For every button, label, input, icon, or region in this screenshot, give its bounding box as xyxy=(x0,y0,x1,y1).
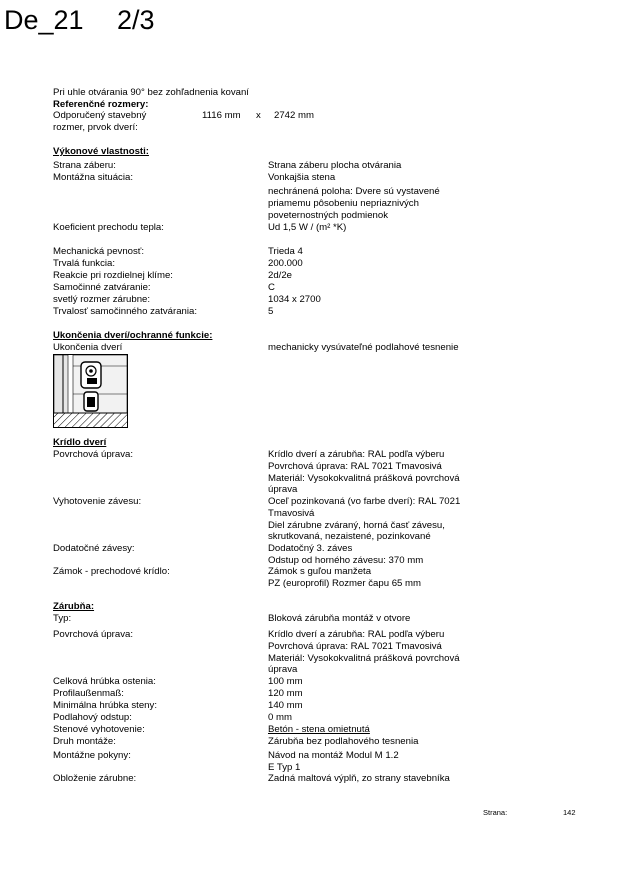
row-value: C xyxy=(268,282,275,293)
document-code: De_21 xyxy=(4,5,84,35)
row-value: Krídlo dverí a zárubňa: RAL podľa výberu Povrchová úprava: RAL 7021 Tmavosivá Materiál: Vysokokvalitná prášková povrchová úprava xyxy=(268,449,460,496)
reference-label-line2: rozmer, prvok dverí: xyxy=(53,122,138,133)
row-label: svetlý rozmer zárubne: xyxy=(53,294,151,305)
page-number: 142 xyxy=(563,808,576,817)
row-label: Montážne pokyny: xyxy=(53,750,131,761)
row-label: Mechanická pevnosť: xyxy=(53,246,145,257)
floor-seal-drawing-icon xyxy=(53,354,128,428)
row-label: Minimálna hrúbka steny: xyxy=(53,700,157,711)
reference-times: x xyxy=(256,110,261,121)
row-label: Koeficient prechodu tepla: xyxy=(53,222,164,233)
row-value: 100 mm xyxy=(268,676,303,687)
row-label: Samočinné zatváranie: xyxy=(53,282,151,293)
row-value: 140 mm xyxy=(268,700,303,711)
row-value: nechránená poloha: Dvere sú vystavené priamemu pôsobeniu nepriaznivých poveternostných podmienok xyxy=(268,186,440,221)
row-value: Vonkajšia stena xyxy=(268,172,336,183)
row-label: Typ: xyxy=(53,613,72,624)
row-value: 5 xyxy=(268,306,274,317)
reference-width: 1116 mm xyxy=(202,110,241,121)
row-label: Vyhotovenie závesu: xyxy=(53,496,142,507)
row-value: Zadná maltová výplň, zo strany stavebníka xyxy=(268,773,450,784)
row-value: Ud 1,5 W / (m² *K) xyxy=(268,222,347,233)
leaf-section-title: Krídlo dverí xyxy=(53,437,107,448)
angle-note: Pri uhle otvárania 90° bez zohľadnenia kovaní xyxy=(53,87,249,98)
row-label: Podlahový odstup: xyxy=(53,712,132,723)
page-label: Strana: xyxy=(483,808,508,817)
reference-dimensions-title: Referenčné rozmery: xyxy=(53,99,149,110)
row-value: Betón - stena omietnutá xyxy=(268,724,370,735)
page-of: 2/3 xyxy=(117,5,155,35)
row-label: Profilaußenmaß: xyxy=(53,688,124,699)
row-label: Celková hrúbka ostenia: xyxy=(53,676,156,687)
row-value: 0 mm xyxy=(268,712,292,723)
row-label: Strana záberu: xyxy=(53,160,116,171)
row-label: Montážna situácia: xyxy=(53,172,133,183)
row-label: Trvalá funkcia: xyxy=(53,258,116,269)
termination-section-title: Ukončenia dverí/ochranné funkcie: xyxy=(53,330,213,341)
row-value: Oceľ pozinkovaná (vo farbe dverí): RAL 7021 Tmavosivá Diel zárubne zváraný, horná časť závesu, skrutkovaná, nezaistené, pozinkované xyxy=(268,496,461,543)
row-label: Dodatočné závesy: xyxy=(53,543,135,554)
row-label: Stenové vyhotovenie: xyxy=(53,724,145,735)
row-value: Trieda 4 xyxy=(268,246,303,257)
termination-value: mechanicky vysúvateľné podlahové tesnenie xyxy=(268,342,459,353)
row-value: Krídlo dverí a zárubňa: RAL podľa výberu Povrchová úprava: RAL 7021 Tmavosivá Materiál: Vysokokvalitná prášková povrchová úprava xyxy=(268,629,460,676)
row-label: Obloženie zárubne: xyxy=(53,773,137,784)
row-label: Trvalosť samočinného zatvárania: xyxy=(53,306,198,317)
row-value: 120 mm xyxy=(268,688,303,699)
reference-label-line1: Odporučený stavebný xyxy=(53,110,147,121)
performance-section-title: Výkonové vlastnosti: xyxy=(53,146,149,157)
row-value: 1034 x 2700 xyxy=(268,294,321,305)
row-label: Povrchová úprava: xyxy=(53,449,133,460)
row-value: Bloková zárubňa montáž v otvore xyxy=(268,613,411,624)
row-value: Návod na montáž Modul M 1.2 E Typ 1 xyxy=(268,750,399,773)
row-label: Povrchová úprava: xyxy=(53,629,133,640)
termination-label: Ukončenia dverí xyxy=(53,342,127,355)
row-label: Zámok - prechodové krídlo: xyxy=(53,566,170,577)
row-value: Zárubňa bez podlahového tesnenia xyxy=(268,736,419,747)
row-value: 2d/2e xyxy=(268,270,293,281)
reference-height: 2742 mm xyxy=(274,110,314,121)
row-label: Druh montáže: xyxy=(53,736,116,747)
row-value: Dodatočný 3. záves Odstup od horného závesu: 370 mm xyxy=(268,543,424,566)
row-value: Zámok s guľou manžeta PZ (europrofil) Rozmer čapu 65 mm xyxy=(268,566,422,589)
frame-section-title: Zárubňa: xyxy=(53,601,95,612)
row-label: Reakcie pri rozdielnej klíme: xyxy=(53,270,173,281)
row-value: Strana záberu plocha otvárania xyxy=(268,160,402,171)
row-value: 200.000 xyxy=(268,258,303,269)
